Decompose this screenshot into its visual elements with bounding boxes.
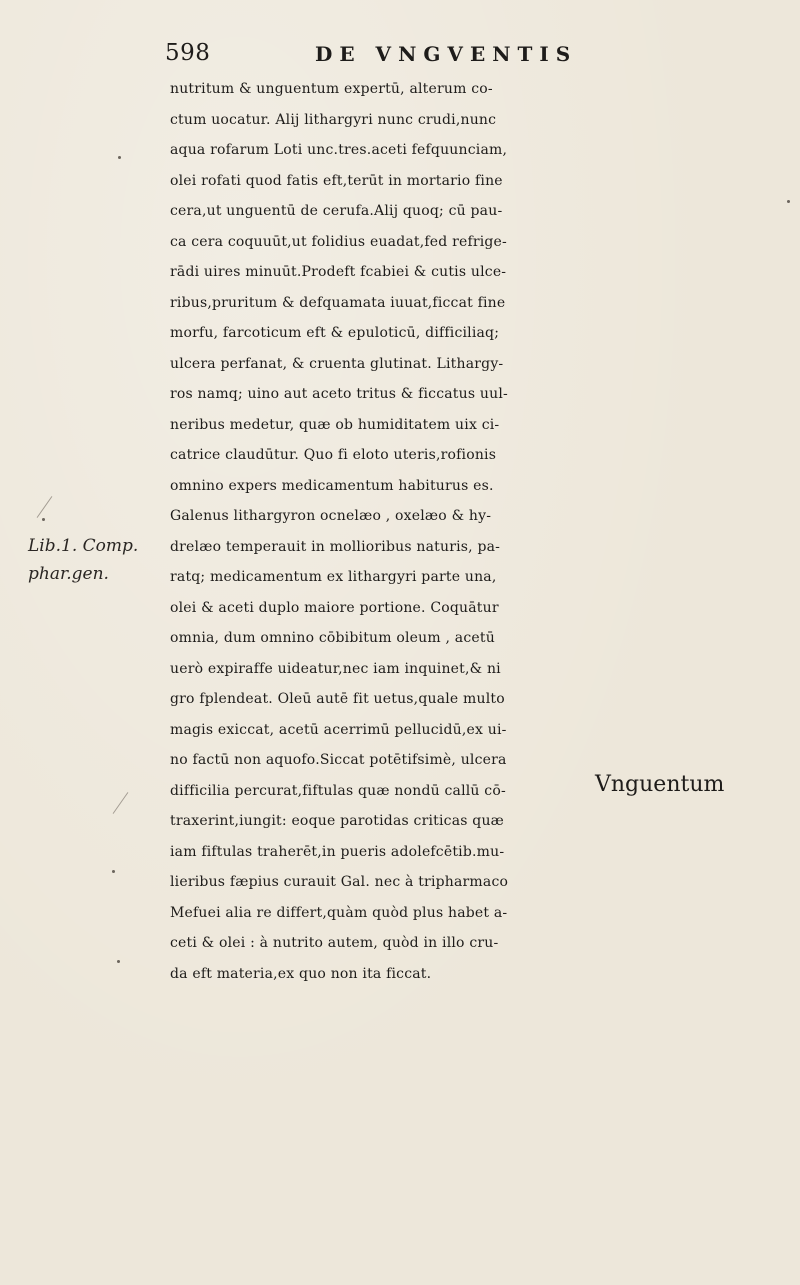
text-line: omnino expers medicamentum habiturus es. xyxy=(170,477,494,494)
text-line: ulcera perfanat, & cruenta glutinat. Lithargy- xyxy=(170,355,504,372)
text-line: Galenus lithargyron ocnelæo , oxelæo & hy- xyxy=(170,508,492,524)
text-line: olei rofati quod fatis eft,terūt in mortario fine xyxy=(170,172,503,189)
text-line: uerò expiraffe uideatur,nec iam inquinet,& ni xyxy=(170,660,501,677)
text-line: morfu, farcoticum eft & epuloticū, difficiliaq; xyxy=(170,325,500,341)
paper-speck xyxy=(117,960,120,963)
margin-note-reference: Lib.1. Comp. xyxy=(28,536,139,556)
margin-note-reference: phar.gen. xyxy=(28,564,109,584)
text-line: drelæo temperauit in mollioribus naturis, pa- xyxy=(170,538,501,555)
text-line: difficilia percurat,fiftulas quæ nondū callū cō- xyxy=(170,782,506,799)
text-line: Mefuei alia re differt,quàm quòd plus habet a- xyxy=(170,904,508,921)
text-line: ratq; medicamentum ex lithargyri parte una, xyxy=(170,569,497,585)
pen-stroke xyxy=(37,496,53,518)
running-title: DE VNGVENTIS xyxy=(315,42,578,66)
text-line: magis exiccat, acetū acerrimū pellucidū,ex ui- xyxy=(170,721,507,738)
catchword: Vnguentum xyxy=(595,772,725,797)
text-line: aqua rofarum Loti unc.tres.aceti fefquunciam, xyxy=(170,142,508,158)
text-line: olei & aceti duplo maiore portione. Coquātur xyxy=(170,599,499,616)
text-line: omnia, dum omnino cōbibitum oleum , acetū xyxy=(170,630,495,646)
paper-speck xyxy=(42,518,45,521)
text-line: rādi uires minuūt.Prodeft fcabiei & cutis ulce- xyxy=(170,264,507,280)
text-line: catrice claudūtur. Quo fi eloto uteris,rofionis xyxy=(170,447,497,463)
page-number: 598 xyxy=(165,40,211,66)
paper-speck xyxy=(787,200,790,203)
text-line: iam fiftulas traherēt,in pueris adolefcētib.mu- xyxy=(170,843,505,860)
paper-speck xyxy=(112,870,115,873)
text-line: traxerint,iungit: eoque parotidas criticas quæ xyxy=(170,813,505,829)
text-line: lieribus fæpius curauit Gal. nec à tripharmaco xyxy=(170,874,509,890)
text-line: ctum uocatur. Alij lithargyri nunc crudi,nunc xyxy=(170,111,497,128)
text-line: ca cera coquuūt,ut folidius euadat,fed refrige- xyxy=(170,233,507,250)
text-block xyxy=(170,74,795,989)
text-line: ceti & olei : à nutrito autem, quòd in illo cru- xyxy=(170,935,499,951)
pen-stroke xyxy=(113,792,129,814)
text-line: nutritum & unguentum expertū, alterum co- xyxy=(170,81,493,97)
text-line: cera,ut unguentū de cerufa.Alij quoq; cū pau- xyxy=(170,203,503,219)
text-line: da eft materia,ex quo non ita ficcat. xyxy=(170,965,432,982)
paper-speck xyxy=(118,156,121,159)
text-line: ros namq; uino aut aceto tritus & ficcatus uul- xyxy=(170,386,508,402)
text-line: ribus,pruritum & defquamata iuuat,ficcat fine xyxy=(170,294,506,311)
text-line: neribus medetur, quæ ob humiditatem uix ci- xyxy=(170,416,500,433)
text-line: no factū non aquofo.Siccat potētifsimè, ulcera xyxy=(170,752,507,768)
running-head xyxy=(165,40,645,74)
text-line: gro fplendeat. Oleū autē fit uetus,quale multo xyxy=(170,691,505,707)
